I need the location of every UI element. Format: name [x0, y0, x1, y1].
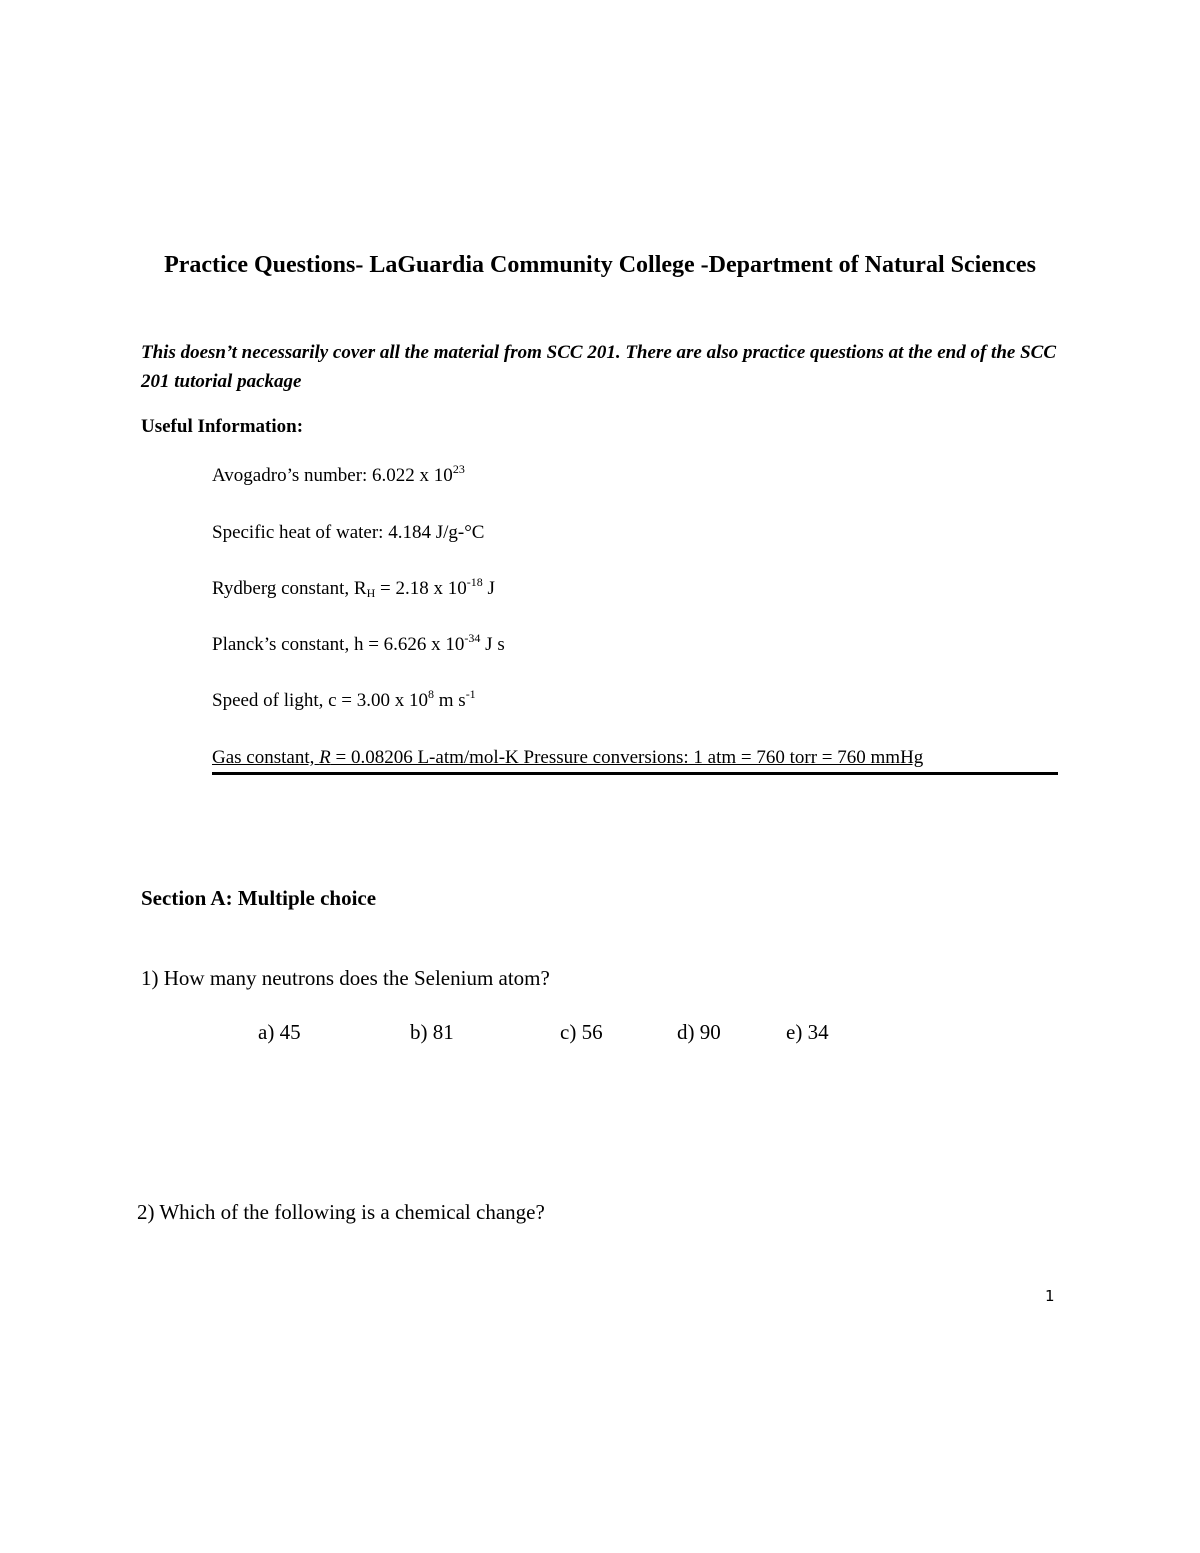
- q1-option-b: b) 81: [410, 1020, 454, 1044]
- light-exponent: 8: [428, 687, 434, 701]
- q1-option-e: e) 34: [786, 1020, 829, 1044]
- light-unit-exponent: -1: [465, 687, 476, 701]
- useful-info-heading: Useful Information:: [141, 416, 304, 437]
- q1-option-c: c) 56: [560, 1020, 603, 1044]
- rydberg-exponent: -18: [466, 575, 483, 589]
- speed-of-light-constant: Speed of light, c = 3.00 x $10^8$ m $s^{-1}$: [212, 687, 476, 711]
- coverage-note: This doesn’t necessarily cover all the material from SCC 201. There are also practice questions at the end of the SCC 201 tutorial package: [141, 342, 1056, 392]
- avogadro-exponent: 23: [452, 462, 465, 476]
- q1-option-d: d) 90: [677, 1020, 721, 1044]
- page-number: 1: [1045, 1287, 1055, 1305]
- section-a-heading: Section A: Multiple choice: [141, 886, 377, 910]
- specific-heat-constant: Specific heat of water: 4.184 J/g-°C: [212, 522, 485, 543]
- rydberg-constant: Rydberg constant, $R_H = 2.18$ x $10^{-18}$ J: [212, 575, 495, 600]
- gas-constant-symbol: R: [319, 747, 331, 768]
- gas-constant: Gas constant, R = 0.08206 L-atm/mol-K Pressure conversions: 1 atm = 760 torr = 760 mmHg: [212, 747, 924, 768]
- planck-exponent: -34: [464, 631, 481, 645]
- question-2: 2) Which of the following is a chemical change?: [137, 1200, 545, 1224]
- question-1: 1) How many neutrons does the Selenium atom?: [141, 966, 550, 990]
- q1-option-a: a) 45: [258, 1020, 301, 1044]
- avogadro-constant: Avogadro’s number: 6.022 x $10^{23}$: [212, 462, 465, 486]
- page-title: Practice Questions- LaGuardia Community College -Department of Natural Sciences: [164, 252, 1036, 278]
- horizontal-rule: [212, 772, 1058, 775]
- planck-constant: Planck’s constant, h = 6.626 x $10^{-34}$ J s: [212, 631, 505, 655]
- rydberg-subscript: H: [366, 586, 376, 600]
